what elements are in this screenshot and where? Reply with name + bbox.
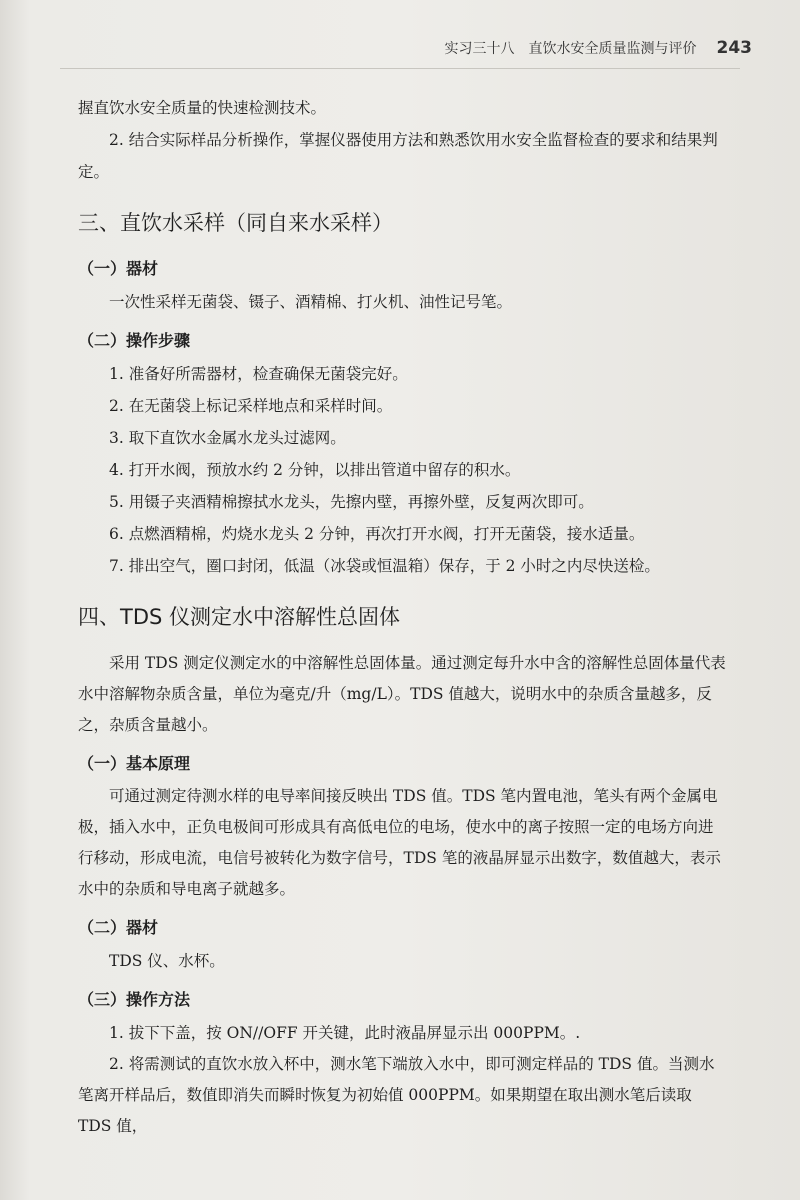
header-section-title: 实习三十八 直饮水安全质量监测与评价 [444, 41, 697, 57]
sampling-step: 2. 在无菌袋上标记采样地点和采样时间。 [109, 397, 393, 415]
sampling-step: 3. 取下直饮水金属水龙头过滤网。 [109, 429, 346, 447]
page-number: 243 [716, 38, 752, 58]
section-4-principle-text: 可通过测定待测水样的电导率间接反映出 TDS 值。TDS 笔内置电池，笔头有两个金属电极，插入水中，正负电极间可形成具有高低电位的电场，使水中的离子按照一定的电场方向进行移动，形成电流，电信号被转化为数字信号，TDS 笔的液晶屏显示出数字，数值越大，表示水中的杂质和导电离子就越多。 [78, 787, 721, 898]
section-3-steps-heading: （二）操作步骤 [78, 331, 191, 350]
section-3-equipment-text: 一次性采样无菌袋、镊子、酒精棉、打火机、油性记号笔。 [109, 293, 513, 311]
header-divider [60, 68, 740, 69]
section-4-principle-heading: （一）基本原理 [78, 754, 191, 773]
running-header [445, 38, 753, 62]
method-step: 1. 拔下下盖，按 ON//OFF 开关键，此时液晶屏显示出 000PPM。. [109, 1024, 581, 1042]
sampling-step: 7. 排出空气，圈口封闭，低温（冰袋或恒温箱）保存，于 2 小时之内尽快送检。 [109, 557, 660, 575]
section-3-equipment-heading: （一）器材 [78, 259, 159, 278]
sampling-step: 4. 打开水阀，预放水约 2 分钟，以排出管道中留存的积水。 [109, 461, 521, 479]
section-3-title: 三、直饮水采样（同自来水采样） [78, 211, 393, 235]
section-4-intro: 采用 TDS 测定仪测定水的中溶解性总固体量。通过测定每升水中含的溶解性总固体量代表水中溶解物杂质含量，单位为毫克/升（mg/L）。TDS 值越大，说明水中的杂质含量越多，反之，杂质含量越小。 [78, 654, 726, 734]
sampling-step: 6. 点燃酒精棉，灼烧水龙头 2 分钟，再次打开水阀，打开无菌袋，接水适量。 [109, 525, 645, 543]
page-body [78, 92, 728, 1142]
section-4-equipment-heading: （二）器材 [78, 918, 159, 937]
method-step: 2. 将需测试的直饮水放入杯中，测水笔下端放入水中，即可测定样品的 TDS 值。当测水笔离开样品后，数值即消失而瞬时恢复为初始值 000PPM。如果期望在取出测水笔后读取 TDS 值， [78, 1055, 715, 1135]
section-4-equipment-text: TDS 仪、水杯。 [109, 952, 225, 970]
sampling-step: 1. 准备好所需器材，检查确保无菌袋完好。 [109, 365, 408, 383]
section-4-method-heading: （三）操作方法 [78, 990, 191, 1009]
section-4-title: 四、TDS 仪测定水中溶解性总固体 [78, 605, 401, 629]
sampling-step: 5. 用镊子夹酒精棉擦拭水龙头，先擦内壁，再擦外壁，反复两次即可。 [109, 493, 594, 511]
intro-item-2: 2. 结合实际样品分析操作，掌握仪器使用方法和熟悉饮用水安全监督检查的要求和结果判定。 [78, 131, 718, 181]
intro-continuation: 握直饮水安全质量的快速检测技术。 [78, 99, 327, 117]
